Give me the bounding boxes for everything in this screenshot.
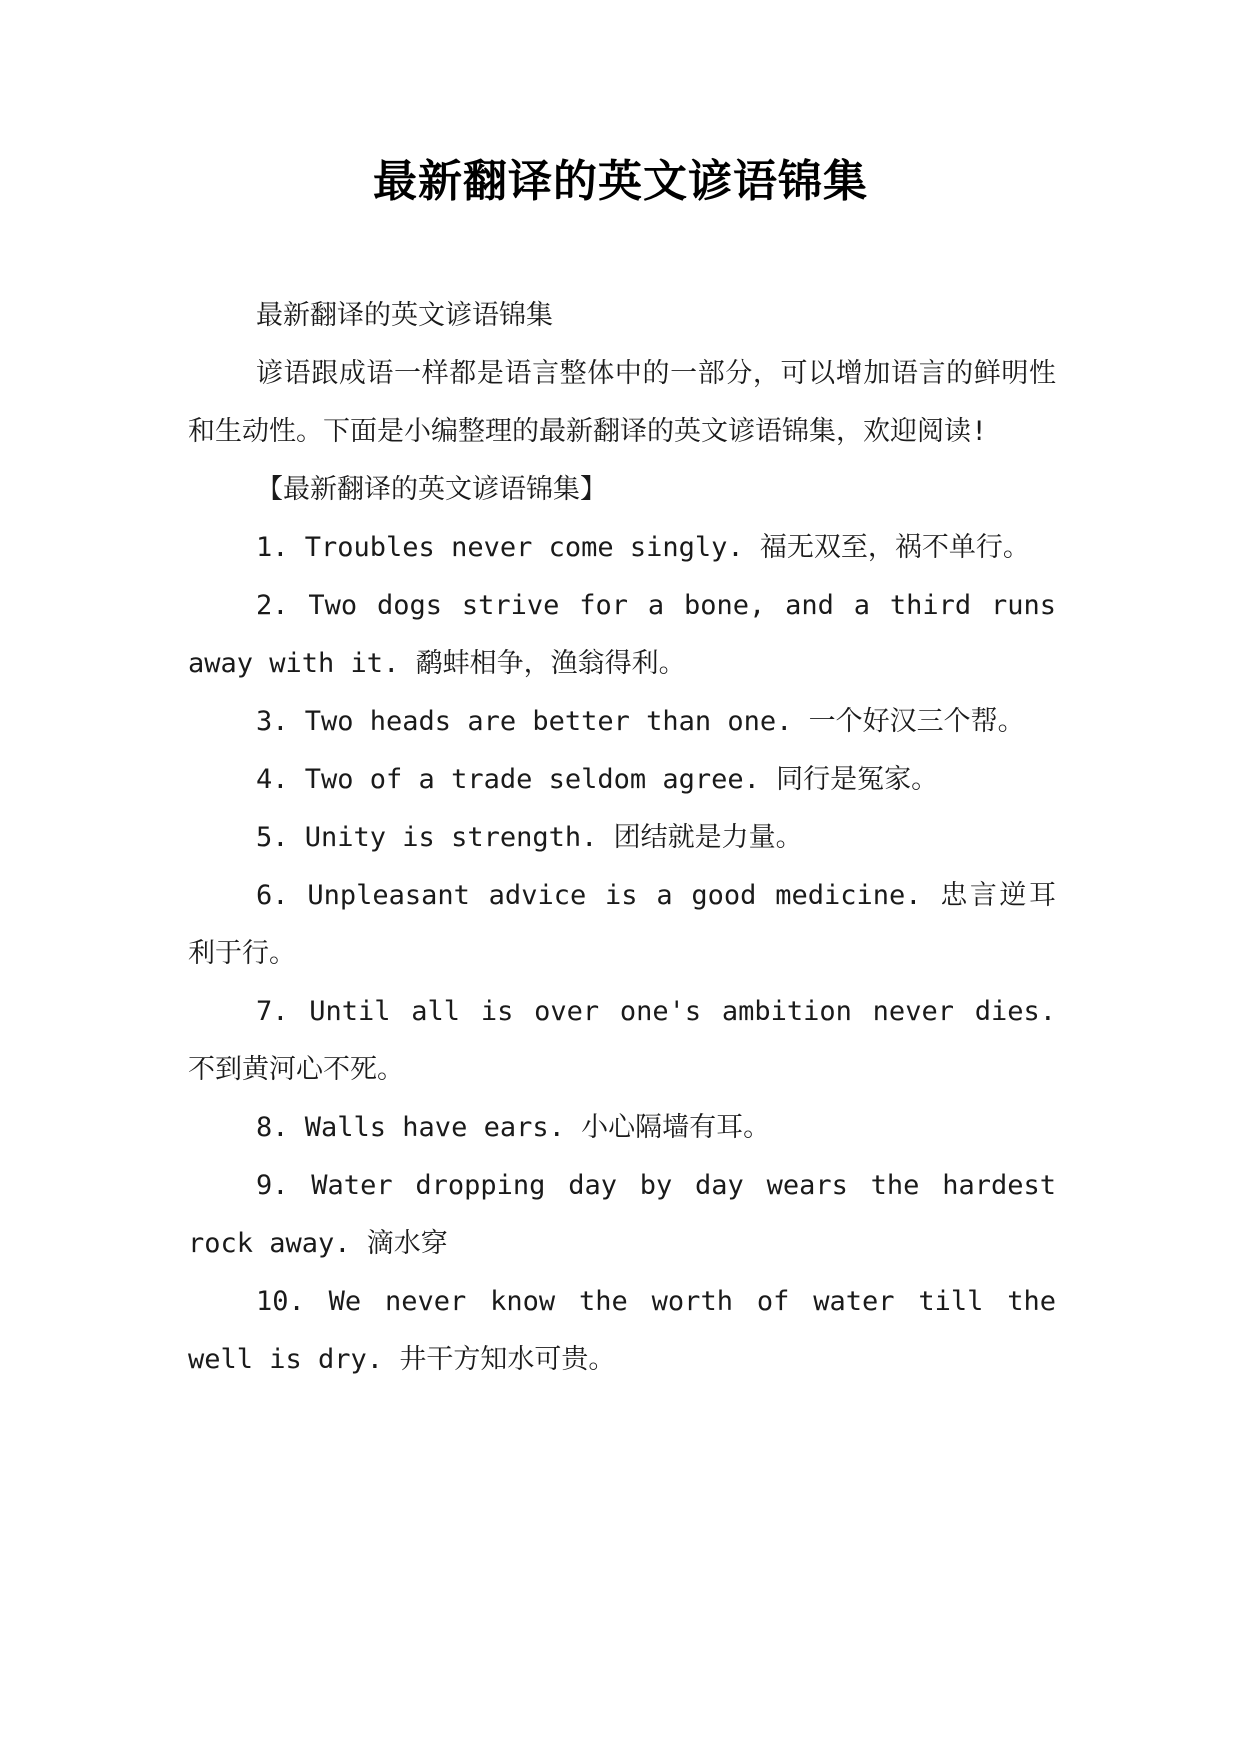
- proverb-item: 9. Water dropping day by day wears the hardest rock away. 滴水穿: [188, 1170, 1056, 1259]
- subtitle-paragraph: 最新翻译的英文谚语锦集: [256, 300, 553, 331]
- proverb-item: 3. Two heads are better than one. 一个好汉三个帮。: [256, 706, 1025, 737]
- proverb-item: 10. We never know the worth of water till the well is dry. 井干方知水可贵。: [188, 1286, 1056, 1375]
- proverb-item: 4. Two of a trade seldom agree. 同行是冤家。: [256, 764, 939, 795]
- proverb-item: 5. Unity is strength. 团结就是力量。: [256, 822, 803, 853]
- proverb-item: 8. Walls have ears. 小心隔墙有耳。: [256, 1112, 771, 1143]
- proverb-item: 6. Unpleasant advice is a good medicine. 忠言逆耳利于行。: [188, 880, 1056, 969]
- proverb-item: 7. Until all is over one's ambition never dies. 不到黄河心不死。: [188, 996, 1056, 1085]
- proverb-item: 2. Two dogs strive for a bone, and a third runs away with it. 鹬蚌相争，渔翁得利。: [188, 590, 1056, 679]
- document-body: [188, 287, 1056, 1389]
- intro-paragraph: 谚语跟成语一样都是语言整体中的一部分，可以增加语言的鲜明性和生动性。下面是小编整理的最新翻译的英文谚语锦集，欢迎阅读!: [188, 358, 1056, 447]
- proverb-item: 1. Troubles never come singly. 福无双至，祸不单行。: [256, 532, 1030, 563]
- page-title: 最新翻译的英文谚语锦集: [373, 156, 868, 207]
- section-heading: 【最新翻译的英文谚语锦集】: [256, 474, 607, 505]
